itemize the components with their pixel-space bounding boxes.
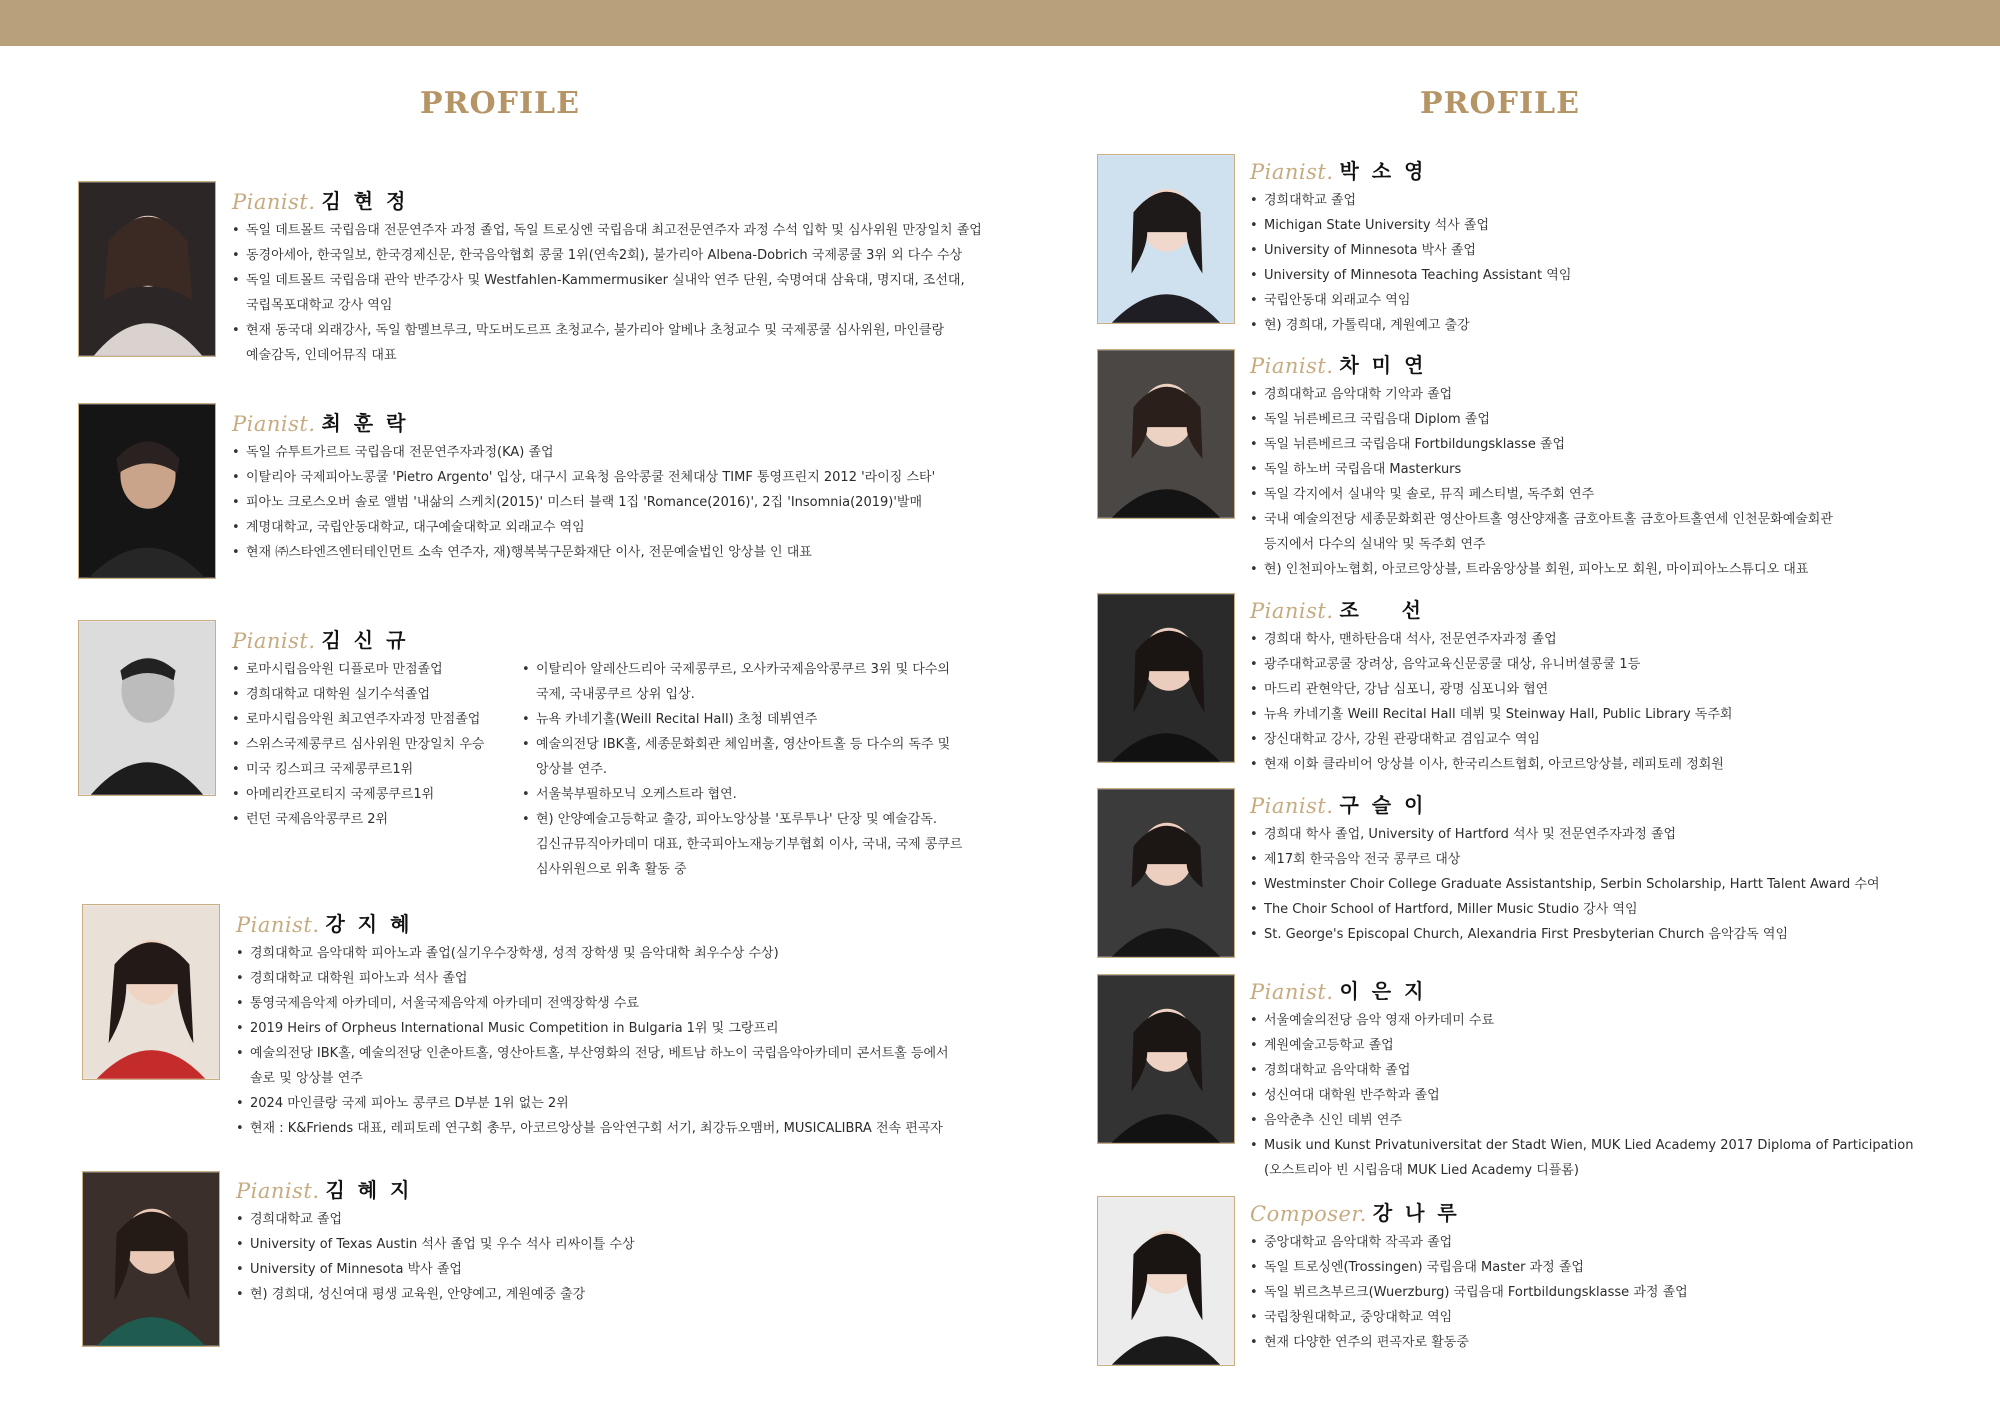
role-label: Pianist. bbox=[1250, 794, 1334, 818]
profile-name: 김 현 정 bbox=[321, 189, 409, 213]
profile-name: 이 은 지 bbox=[1339, 979, 1427, 1003]
profile-photo-kim-shingyu bbox=[78, 620, 216, 796]
list-item: • 현) 안양예술고등학교 출강, 피아노앙상블 '포루투나' 단장 및 예술감독. 김신규뮤직아카데미 대표, 한국피아노재능기부협회 이사, 국내, 국제 콩쿠르 심사위원으로 위촉 활동 중 bbox=[522, 807, 982, 882]
list-item: • 독일 데트몰트 국립음대 전문연주자 과정 졸업, 독일 트로싱엔 국립음대 최고전문연주자 과정 수석 입학 및 심사위원 만장일치 졸업 bbox=[232, 218, 992, 243]
list-item: • 장신대학교 강사, 강원 관광대학교 겸임교수 역임 bbox=[1250, 727, 1995, 752]
role-label: Pianist. bbox=[1250, 160, 1334, 184]
profile-list bbox=[1250, 382, 1995, 582]
role-label: Pianist. bbox=[236, 913, 320, 937]
profile-photo-koo-seuli bbox=[1097, 788, 1235, 958]
list-item: • 제17회 한국음악 전국 콩쿠르 대상 bbox=[1250, 847, 1995, 872]
list-item: • 국립창원대학교, 중앙대학교 역임 bbox=[1250, 1305, 1995, 1330]
list-item: • St. George's Episcopal Church, Alexandria First Presbyterian Church 음악감독 역임 bbox=[1250, 922, 1995, 947]
profile-name: 박 소 영 bbox=[1339, 159, 1427, 183]
list-item: • 경희대학교 음악대학 피아노과 졸업(실기우수장학생, 성적 장학생 및 음악대학 최우수상 수상) bbox=[236, 941, 996, 966]
profile-name: 차 미 연 bbox=[1339, 353, 1427, 377]
profile-choi-hunrak bbox=[232, 402, 992, 565]
profile-name: 김 신 규 bbox=[321, 628, 409, 652]
profile-photo-choi-hunrak bbox=[78, 403, 216, 579]
list-item: • 경희대학교 음악대학 기악과 졸업 bbox=[1250, 382, 1995, 407]
list-item: • 경희대학교 대학원 피아노과 석사 졸업 bbox=[236, 966, 996, 991]
list-item: • 서울북부필하모닉 오케스트라 협연. bbox=[522, 782, 982, 807]
list-item: • 아메리칸프로티지 국제콩쿠르1위 bbox=[232, 782, 522, 807]
profile-cho-sun bbox=[1250, 589, 1995, 777]
list-item: • 독일 뉘른베르크 국립음대 Fortbildungsklasse 졸업 bbox=[1250, 432, 1995, 457]
role-label: Pianist. bbox=[232, 412, 316, 436]
profile-kang-naru bbox=[1250, 1192, 1995, 1355]
list-item: • 이탈리아 국제피아노콩쿨 'Pietro Argento' 입상, 대구시 교육청 음악콩쿨 전체대상 TIMF 통영프린지 2012 '라이징 스타' bbox=[232, 465, 992, 490]
list-item: • 경희대 학사 졸업, University of Hartford 석사 및 전문연주자과정 졸업 bbox=[1250, 822, 1995, 847]
profile-photo-cha-miyeon bbox=[1097, 349, 1235, 519]
left-page bbox=[0, 46, 1000, 1414]
list-item: • 독일 뷔르츠부르크(Wuerzburg) 국립음대 Fortbildungsklasse 과정 졸업 bbox=[1250, 1280, 1995, 1305]
list-item: • 미국 킹스피크 국제콩쿠르1위 bbox=[232, 757, 522, 782]
profile-name: 강 지 혜 bbox=[325, 912, 413, 936]
list-item: • University of Minnesota 박사 졸업 bbox=[1250, 238, 1995, 263]
role-label: Pianist. bbox=[232, 629, 316, 653]
list-item: • 현재 동국대 외래강사, 독일 함멜브루크, 막도버도르프 초청교수, 불가리아 알베나 초청교수 및 국제콩쿨 심사위원, 마인클랑 예술감독, 인데어뮤직 대표 bbox=[232, 318, 992, 368]
profile-kim-shingyu bbox=[232, 619, 992, 882]
role-label: Pianist. bbox=[1250, 980, 1334, 1004]
list-item: • University of Minnesota 박사 졸업 bbox=[236, 1257, 996, 1282]
list-item: • 독일 슈투트가르트 국립음대 전문연주자과정(KA) 졸업 bbox=[232, 440, 992, 465]
profile-lee-eunji bbox=[1250, 970, 1995, 1183]
profile-koo-seuli bbox=[1250, 784, 1995, 947]
list-item: • 스위스국제콩쿠르 심사위원 만장일치 우승 bbox=[232, 732, 522, 757]
list-item: • 중앙대학교 음악대학 작곡과 졸업 bbox=[1250, 1230, 1995, 1255]
list-item: • 통영국제음악제 아카데미, 서울국제음악제 아카데미 전액장학생 수료 bbox=[236, 991, 996, 1016]
list-item: • 경희대학교 졸업 bbox=[236, 1207, 996, 1232]
list-item: • 국내 예술의전당 세종문화회관 영산아트홀 영산양재홀 금호아트홀 금호아트홀연세 인천문화예술회관 등지에서 다수의 실내악 및 독주회 연주 bbox=[1250, 507, 1995, 557]
profile-list bbox=[1250, 822, 1995, 947]
right-page-heading: PROFILE bbox=[1420, 86, 1580, 121]
role-label: Pianist. bbox=[1250, 599, 1334, 623]
profile-photo-kim-hyeji bbox=[82, 1171, 220, 1347]
profile-photo-kang-jihye bbox=[82, 904, 220, 1080]
profile-kim-hyunjung bbox=[232, 180, 992, 368]
profile-photo-lee-eunji bbox=[1097, 974, 1235, 1144]
list-item: • 계원예술고등학교 졸업 bbox=[1250, 1033, 1995, 1058]
list-item: • 뉴욕 카네기홀 Weill Recital Hall 데뷔 및 Steinway Hall, Public Library 독주회 bbox=[1250, 702, 1995, 727]
list-item: • 서울예술의전당 음악 영재 아카데미 수료 bbox=[1250, 1008, 1995, 1033]
list-item: • 독일 트로싱엔(Trossingen) 국립음대 Master 과정 졸업 bbox=[1250, 1255, 1995, 1280]
list-item: • 로마시립음악원 최고연주자과정 만점졸업 bbox=[232, 707, 522, 732]
profile-kim-hyeji bbox=[236, 1169, 996, 1307]
list-item: • 2024 마인클랑 국제 피아노 콩쿠르 D부분 1위 없는 2위 bbox=[236, 1091, 996, 1116]
list-item: • 런던 국제음악콩쿠르 2위 bbox=[232, 807, 522, 832]
list-item: • 현) 경희대, 성신여대 평생 교육원, 안양예고, 계원예중 출강 bbox=[236, 1282, 996, 1307]
list-item: • 독일 데트몰트 국립음대 관악 반주강사 및 Westfahlen-Kammermusiker 실내악 연주 단원, 숙명여대 삼육대, 명지대, 조선대, 국립목포대학교 강사 역임 bbox=[232, 268, 992, 318]
role-label: Composer. bbox=[1250, 1202, 1367, 1226]
profile-name: 조 선 bbox=[1339, 598, 1424, 622]
list-item: • 예술의전당 IBK홀, 예술의전당 인춘아트홀, 영산아트홀, 부산영화의 전당, 베트남 하노이 국립음악아카데미 콘서트홀 등에서 솔로 및 앙상블 연주 bbox=[236, 1041, 996, 1091]
left-page-heading: PROFILE bbox=[420, 86, 580, 121]
profile-list bbox=[1250, 188, 1995, 338]
list-item: • 2019 Heirs of Orpheus International Music Competition in Bulgaria 1위 및 그랑프리 bbox=[236, 1016, 996, 1041]
list-item: • 독일 하노버 국립음대 Masterkurs bbox=[1250, 457, 1995, 482]
profile-kang-jihye bbox=[236, 903, 996, 1141]
list-item: • 현재 ㈜스타엔즈엔터테인먼트 소속 연주자, 재)행복북구문화재단 이사, 전문예술법인 앙상블 인 대표 bbox=[232, 540, 992, 565]
list-item: • 경희대학교 음악대학 졸업 bbox=[1250, 1058, 1995, 1083]
profile-list bbox=[232, 440, 992, 565]
profile-cha-miyeon bbox=[1250, 344, 1995, 582]
list-item: • University of Texas Austin 석사 졸업 및 우수 석사 리싸이틀 수상 bbox=[236, 1232, 996, 1257]
profile-name: 구 슬 이 bbox=[1339, 793, 1427, 817]
list-item: • The Choir School of Hartford, Miller Music Studio 강사 역임 bbox=[1250, 897, 1995, 922]
list-item: • 계명대학교, 국립안동대학교, 대구예술대학교 외래교수 역임 bbox=[232, 515, 992, 540]
list-item: • 성신여대 대학원 반주학과 졸업 bbox=[1250, 1083, 1995, 1108]
profile-photo-cho-sun bbox=[1097, 593, 1235, 763]
list-item: • 독일 뉘른베르크 국립음대 Diplom 졸업 bbox=[1250, 407, 1995, 432]
profile-list bbox=[1250, 1008, 1995, 1183]
list-item: • University of Minnesota Teaching Assistant 역임 bbox=[1250, 263, 1995, 288]
profile-photo-park-soyoung bbox=[1097, 154, 1235, 324]
profile-list bbox=[232, 218, 992, 368]
list-item: • Musik und Kunst Privatuniversitat der Stadt Wien, MUK Lied Academy 2017 Diploma of Participation (오스트리아 빈 시립음대 MUK Lied Academy 디플롬) bbox=[1250, 1133, 1995, 1183]
profile-list bbox=[236, 941, 996, 1141]
list-item: • Westminster Choir College Graduate Assistantship, Serbin Scholarship, Hartt Talent Award 수여 bbox=[1250, 872, 1995, 897]
list-item: • 광주대학교콩쿨 장려상, 음악교육신문콩쿨 대상, 유니버셜콩쿨 1등 bbox=[1250, 652, 1995, 677]
list-item: • 피아노 크로스오버 솔로 앨범 '내삶의 스케치(2015)' 미스터 블랙 1집 'Romance(2016)', 2집 'Insomnia(2019)'발매 bbox=[232, 490, 992, 515]
list-item: • Michigan State University 석사 졸업 bbox=[1250, 213, 1995, 238]
profile-park-soyoung bbox=[1250, 150, 1995, 338]
list-item: • 경희대 학사, 맨하탄음대 석사, 전문연주자과정 졸업 bbox=[1250, 627, 1995, 652]
profile-list bbox=[1250, 627, 1995, 777]
profile-photo-kang-naru bbox=[1097, 1196, 1235, 1366]
list-item: • 독일 각지에서 실내악 및 솔로, 뮤직 페스티벌, 독주회 연주 bbox=[1250, 482, 1995, 507]
profile-name: 강 나 루 bbox=[1372, 1201, 1460, 1225]
list-item: • 현재 다양한 연주의 편곡자로 활동중 bbox=[1250, 1330, 1995, 1355]
list-item: • 이탈리아 알레산드리아 국제콩쿠르, 오사카국제음악콩쿠르 3위 및 다수의 국제, 국내콩쿠르 상위 입상. bbox=[522, 657, 982, 707]
list-item: • 현) 인천피아노협회, 아코르앙상블, 트라움앙상블 회원, 피아노모 회원, 마이피아노스튜디오 대표 bbox=[1250, 557, 1995, 582]
list-item: • 현재 이화 클라비어 앙상블 이사, 한국리스트협회, 아코르앙상블, 레피토레 정회원 bbox=[1250, 752, 1995, 777]
list-item: • 현재 : K&Friends 대표, 레피토레 연구회 총무, 아코르앙상블 음악연구회 서기, 최강듀오맴버, MUSICALIBRA 전속 편곡자 bbox=[236, 1116, 996, 1141]
list-item: • 동경아세아, 한국일보, 한국경제신문, 한국음악협회 콩쿨 1위(연속2회), 불가리아 Albena-Dobrich 국제콩쿨 3위 외 다수 수상 bbox=[232, 243, 992, 268]
profile-name: 김 혜 지 bbox=[325, 1178, 413, 1202]
profile-name: 최 훈 락 bbox=[321, 411, 409, 435]
profile-photo-kim-hyunjung bbox=[78, 181, 216, 357]
role-label: Pianist. bbox=[232, 190, 316, 214]
list-item: • 로마시립음악원 디플로마 만점졸업 bbox=[232, 657, 522, 682]
role-label: Pianist. bbox=[236, 1179, 320, 1203]
list-item: • 마드리 관현악단, 강남 심포니, 광명 심포니와 협연 bbox=[1250, 677, 1995, 702]
list-item: • 경희대학교 대학원 실기수석졸업 bbox=[232, 682, 522, 707]
list-item: • 예술의전당 IBK홀, 세종문화회관 체임버홀, 영산아트홀 등 다수의 독주 및 앙상블 연주. bbox=[522, 732, 982, 782]
right-page bbox=[1000, 46, 2000, 1414]
list-item: • 뉴욕 카네기홀(Weill Recital Hall) 초청 데뷔연주 bbox=[522, 707, 982, 732]
profile-list bbox=[236, 1207, 996, 1307]
profile-list-col2 bbox=[522, 657, 982, 882]
profile-list-col1 bbox=[232, 657, 522, 882]
list-item: • 음악춘추 신인 데뷔 연주 bbox=[1250, 1108, 1995, 1133]
profile-list bbox=[1250, 1230, 1995, 1355]
role-label: Pianist. bbox=[1250, 354, 1334, 378]
top-accent-bar bbox=[0, 0, 2000, 46]
list-item: • 경희대학교 졸업 bbox=[1250, 188, 1995, 213]
list-item: • 현) 경희대, 가톨릭대, 계원예고 출강 bbox=[1250, 313, 1995, 338]
list-item: • 국립안동대 외래교수 역임 bbox=[1250, 288, 1995, 313]
